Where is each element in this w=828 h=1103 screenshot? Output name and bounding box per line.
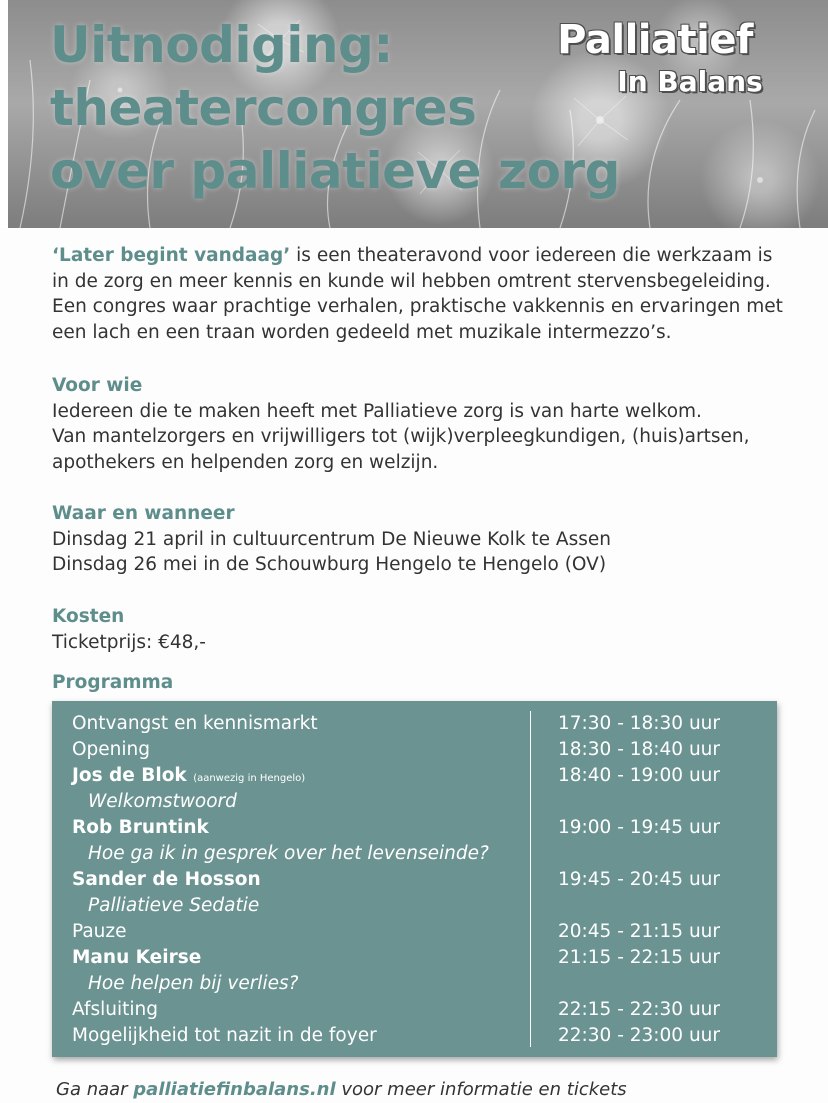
programme-item-label: Pauze <box>72 921 127 942</box>
banner-left-edge <box>0 0 8 228</box>
section-kosten <box>52 604 792 655</box>
intro-text: is een theateravond voor iedereen die werkzaam is in de zorg en meer kennis en kunde wil hebben omtrent stervensbegeleiding. Een congres waar prachtige verhalen, praktische vakkennis en ervaringen met een lach en een traan worden gedeeld met muzikale intermezzo’s. <box>52 245 783 343</box>
title-line-1: Uitnodiging: <box>50 16 393 74</box>
programme-item-time: 21:15 - 22:15 uur <box>558 947 721 968</box>
programme-speaker: Manu Keirse <box>72 947 202 968</box>
waar-line-1: Dinsdag 21 april in cultuurcentrum De Nieuwe Kolk te Assen <box>52 528 611 550</box>
speaker-note: (aanwezig in Hengelo) <box>193 773 306 784</box>
programme-item-label: Afsluiting <box>72 999 159 1020</box>
programme-item-label: Opening <box>72 739 151 760</box>
voor-wie-line-1: Iedereen die te maken heeft met Palliatieve zorg is van harte welkom. <box>52 400 702 422</box>
heading-waar-en-wanneer: Waar en wanneer <box>52 503 235 524</box>
programme-row <box>72 867 762 893</box>
programme-item-time: 22:30 - 23:00 uur <box>558 1025 721 1046</box>
intro-paragraph <box>52 243 792 345</box>
title-line-3: over palliatieve zorg <box>50 142 620 200</box>
header-banner <box>0 0 828 228</box>
programme-table <box>52 701 777 1057</box>
programme-speaker: Sander de Hosson <box>72 869 261 890</box>
heading-voor-wie: Voor wie <box>52 375 143 396</box>
programme-item-time: 18:40 - 19:00 uur <box>558 765 721 786</box>
programme-row <box>72 971 762 997</box>
programme-talk-title: Hoe helpen bij verlies? <box>88 973 299 994</box>
title-line-2: theatercongres <box>50 79 477 137</box>
kosten-line-1: Ticketprijs: €48,- <box>52 631 206 653</box>
intro-lead: ‘Later begint vandaag’ <box>52 245 291 266</box>
programme-row <box>72 815 762 841</box>
programme-speaker <box>72 763 305 792</box>
programme-row <box>72 763 762 789</box>
logo-line-1: Palliatief <box>557 17 753 63</box>
heading-programma: Programma <box>52 672 174 693</box>
programme-item-time: 22:15 - 22:30 uur <box>558 999 721 1020</box>
programme-row <box>72 711 762 737</box>
programme-talk-title: Welkomstwoord <box>88 791 237 812</box>
footer-prefix: Ga naar <box>56 1079 134 1100</box>
programme-item-label: Ontvangst en kennismarkt <box>72 713 318 734</box>
programme-row <box>72 1023 762 1049</box>
programme-item-label: Mogelijkheid tot nazit in de foyer <box>72 1025 377 1046</box>
programme-row <box>72 789 762 815</box>
programme-row <box>72 841 762 867</box>
programme-item-time: 19:00 - 19:45 uur <box>558 817 721 838</box>
programme-row <box>72 919 762 945</box>
voor-wie-line-3: apothekers en helpenden zorg en welzijn. <box>52 451 439 473</box>
programme-speaker: Rob Bruntink <box>72 817 209 838</box>
section-waar-en-wanneer <box>52 501 792 578</box>
footer-line <box>56 1077 796 1103</box>
programme-talk-title: Palliatieve Sedatie <box>88 895 260 916</box>
voor-wie-line-2: Van mantelzorgers en vrijwilligers tot (wijk)verpleegkundigen, (huis)artsen, <box>52 426 750 447</box>
programme-item-time: 19:45 - 20:45 uur <box>558 869 721 890</box>
programme-item-time: 17:30 - 18:30 uur <box>558 713 721 734</box>
footer-suffix: voor meer informatie en tickets <box>335 1079 627 1100</box>
programme-row <box>72 893 762 919</box>
programme-item-time: 18:30 - 18:40 uur <box>558 739 721 760</box>
website-link[interactable]: palliatiefinbalans.nl <box>133 1079 336 1100</box>
speaker-name: Jos de Blok <box>72 765 187 786</box>
heading-kosten: Kosten <box>52 606 125 627</box>
brand-logo <box>510 14 800 98</box>
programme-row <box>72 945 762 971</box>
programme-item-time: 20:45 - 21:15 uur <box>558 921 721 942</box>
section-voor-wie <box>52 373 792 475</box>
section-programma <box>52 670 792 696</box>
logo-line-2: In Balans <box>617 65 763 98</box>
waar-line-2: Dinsdag 26 mei in de Schouwburg Hengelo te Hengelo (OV) <box>52 554 607 575</box>
programme-talk-title: Hoe ga ik in gesprek over het levenseinde? <box>88 843 489 864</box>
programme-row <box>72 737 762 763</box>
programme-row <box>72 997 762 1023</box>
